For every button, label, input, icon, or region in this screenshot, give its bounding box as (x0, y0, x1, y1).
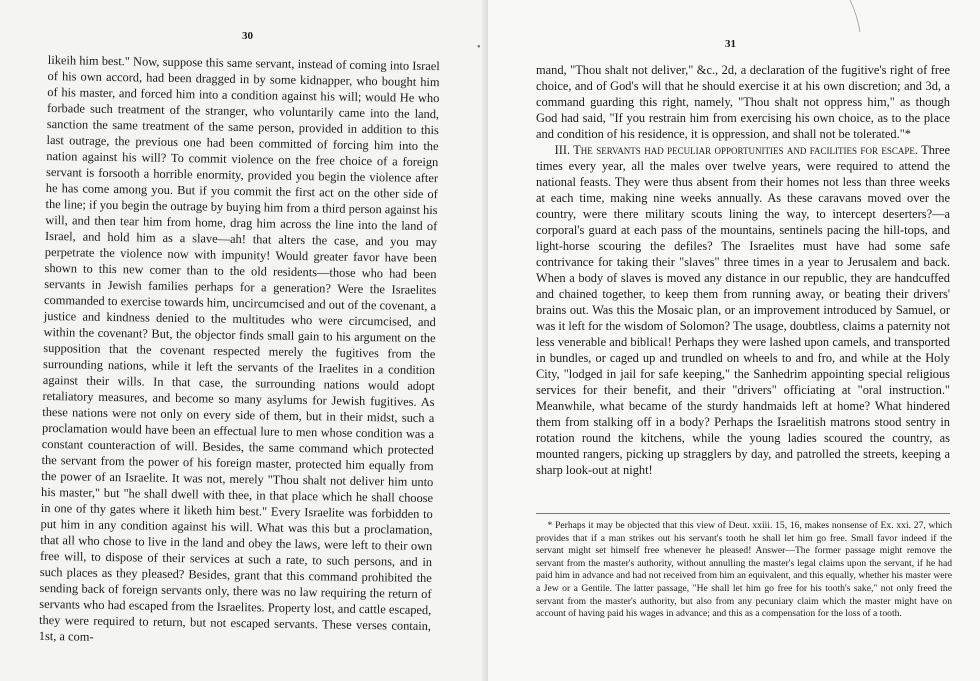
footnote-rule (536, 513, 950, 514)
left-page-paragraph: likeih him best." Now, suppose this same servant, instead of coming into Israel of his own accord, had been dragged in by some kidnapper, who bought him of his master, and forced him into a condition against his will; would He who forbade such treatment of the stranger, who voluntarily came into the land, sanction the same treatment of the same person, provided in addition to this last outrage, the previous one had been committed of forcing him into the nation against his will? To commit violence on the free choice of a foreign servant is forsooth a horrible enormity, provided you begin the violence after he has come among you. But if you commit the first act on the other side of the line; if you begin the outrage by buying him from a third person against his will, and then tear him from home, drag him across the line into the land of Israel, and hold him as a slave—ah! that alters the case, and you may perpetrate the violence now with impunity! Would greater favor have been shown to this new comer than to the old residents—those who had been servants in Jewish families perhaps for a generation? Were the Israelites commanded to exercise towards him, uncircumcised and out of the covenant, a justice and kindness denied to the multitudes who were circumcised, and within the covenant? But, the objector finds small gain to his argument on the supposition that the covenant respected merely the fugitives from the surrounding nations, while it left the servants of the Iraelites in a condition against their wills. In that case, the surrounding nations would adopt retaliatory measures, and become so many asylums for Jewish fugitives. As these nations were not only on every side of them, but in their midst, such a proclamation would have been an effectual lure to men whose condition was a constant counteraction of will. Besides, the same command which protected the servant from the power of his foreign master, protected him equally from the power of an Israelite. It was not, merely "Thou shalt not deliver him unto his master," but "he shall dwell with thee, in that place which he shall choose in one of thy gates where it liketh him best." Every Israelite was forbidden to put him in any condition against his will. What was this but a proclamation, that all who chose to live in the land and obey the laws, were left to their own free will, to dispose of their services at such a rate, to such persons, and in such places as they pleased? Besides, grant that this command prohibited the sending back of foreign servants only, there was no law requiring the return of servants who had escaped from the Israelites. Property lost, and cattle escaped, they were required to return, but not escaped servants. These verses contain, 1st, a com- (38, 52, 440, 644)
footnote-text: * Perhaps it may be objected that this view of Deut. xxiii. 15, 16, makes nonsense of Ex. xxi. 27, which provides that if a man strikes out his servant's tooth he shall let him go free. Small favor indeed if the servant might set himself free whenever he pleased! Answer—The former passage might remove the servant from the master's authority, without annulling the master's legal claims upon the servant, if he had paid him in advance and had not received from him an equivalent, and this equally, whether his master were a Jew or a Gentile. The latter passage, "He shall let him go free for his tooth's sake," not only freed the servant from the master's authority, but also from any pecuniary claim which the master might have on account of having paid his wages in advance; and this as a compensation for the loss of a tooth. (536, 520, 952, 620)
right-page-paragraph-1: mand, "Thou shalt not deliver," &c., 2d, a declaration of the fugitive's right of free choice, and of God's will that he should exercise it at his own discretion; and 3d, a command guarding this right, namely, "Thou shalt not oppress him," as though God had said, "If you restrain him from exercising his own choice, as to the place and condition of his residence, it is oppression, and shall not be tolerated."* (536, 63, 950, 141)
left-page (0, 0, 488, 681)
right-page-paragraph-2: Three times every year, all the males over twelve years, were required to attend the national feasts. They were thus absent from their homes not less than three weeks at each time, making nine weeks annually. As these caravans moved over the country, were there military scouts lining the way, to intercept deserters?—a corporal's guard at each pass of the mountains, sentinels pacing the hill-tops, and light-horse scouring the defiles? The Israelites must have had some safe contrivance for taking their "slaves" three times in a year to Jerusalem and back. When a body of slaves is moved any distance in our republic, they are handcuffed and chained together, to keep them from running away, or beating their drivers' brains out. Was this the Mosaic plan, or an improvement introduced by Samuel, or was it left for the wisdom of Solomon? The usage, doubtless, claims a paternity not less venerable and biblical! Perhaps they were lashed upon camels, and transported in bundles, or caged up and trundled on wheels to and fro, and while at the Holy City, "lodged in jail for safe keeping," the Sanhedrim appointing special religious services for their benefit, and their "drivers" officiating at "oral instruction." Meanwhile, what became of the sturdy handmaids left at home? What hindered them from stalking off in a body? Perhaps the Israelitish matrons stood sentry in rotation round the kitchens, while the young ladies scoured the country, as mounted rangers, picking up stragglers by day, and patrolled the streets, keeping a sharp look-out at night! (536, 143, 951, 477)
section-heading: III. The servants had peculiar opportunities and facilities for escape. (554, 143, 918, 157)
right-page-body (536, 62, 950, 478)
gutter-mark: • (477, 42, 481, 53)
section-paragraph (536, 142, 950, 478)
footnote (536, 520, 952, 621)
left-page-body (39, 52, 440, 650)
page-number-right: 31 (725, 38, 736, 50)
page-number-left: 30 (242, 30, 253, 42)
page-corner-crease (848, 0, 862, 32)
right-page (488, 0, 980, 681)
